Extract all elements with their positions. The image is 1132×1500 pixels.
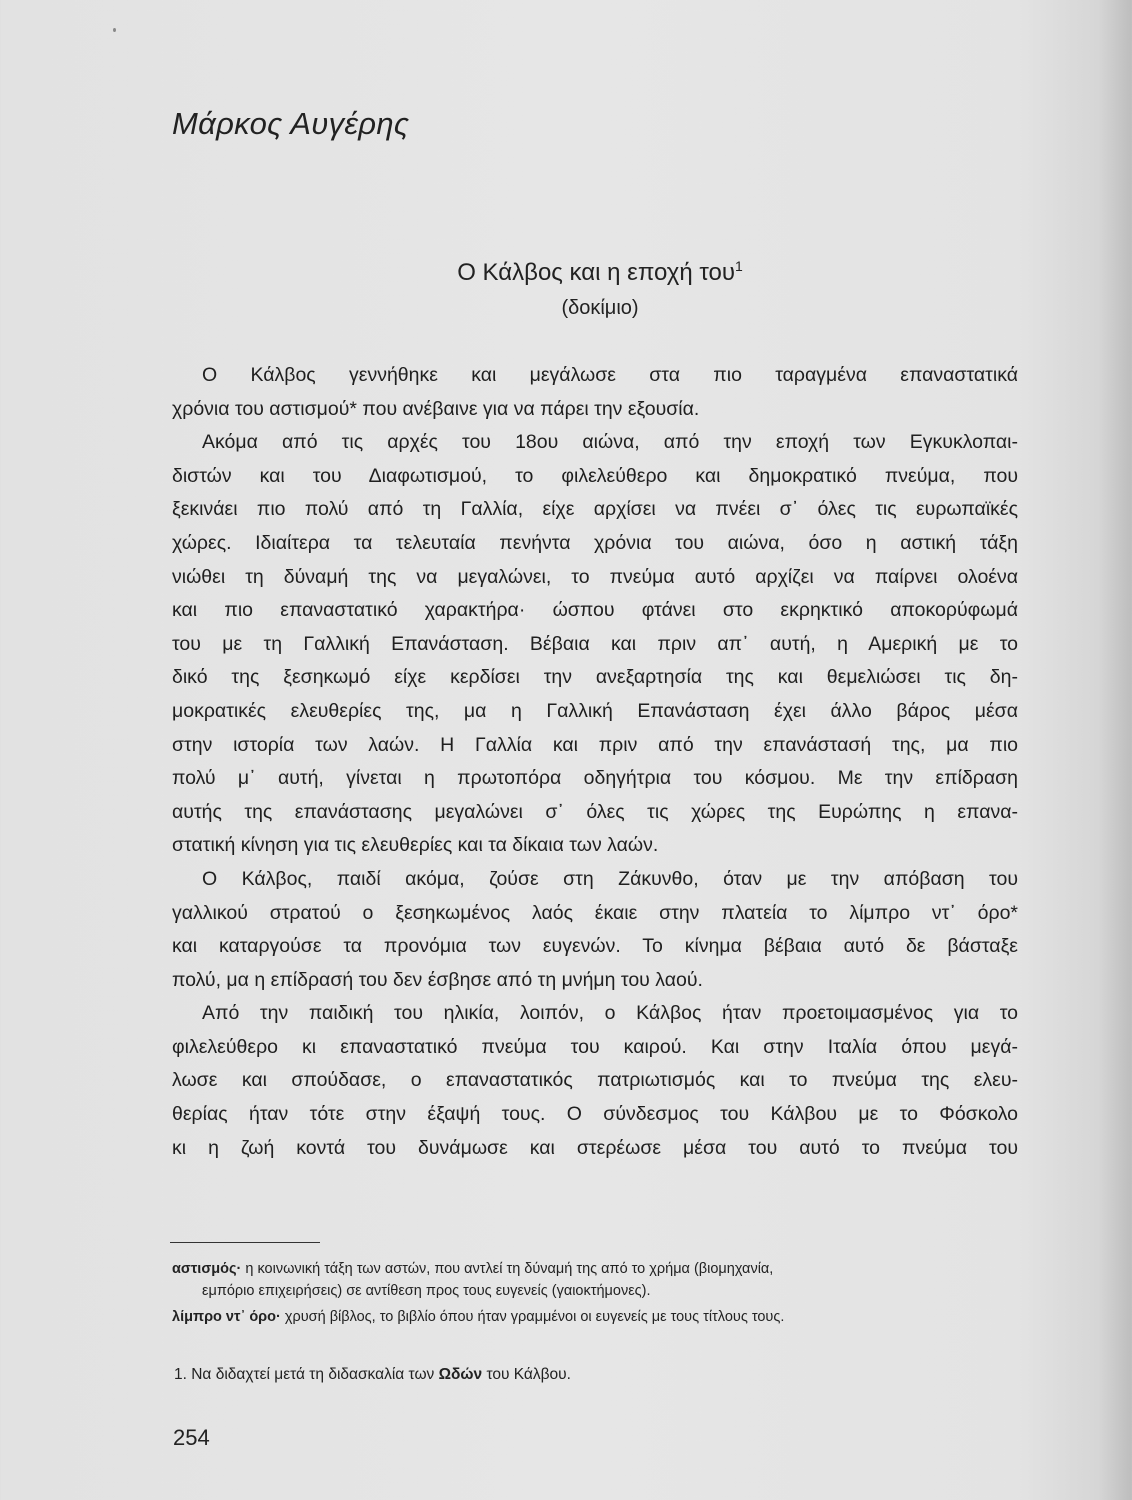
footnote-emphasis: Ωδών	[438, 1366, 483, 1383]
essay-subtitle: (δοκίμιο)	[561, 297, 639, 319]
body-line: διστών και του Διαφωτισμού, το φιλελεύθερο και δημοκρατικό πνεύμα, που	[172, 464, 1018, 487]
body-line: Ο Κάλβος γεννήθηκε και μεγάλωσε στα πιο ταραγμένα επαναστατικά	[202, 364, 1018, 386]
body-text	[172, 359, 1018, 1165]
body-line: κι η ζωή κοντά του δυνάμωσε και στερέωσε μέσα του αυτό το πνεύμα του	[172, 1136, 1018, 1159]
essay-title	[0, 258, 1132, 287]
body-line: νιώθει τη δύναμή της να μεγαλώνει, το πνεύμα αυτό αρχίζει να παίρνει ολοένα	[172, 565, 1018, 588]
body-line: ξεκινάει πιο πολύ από τη Γαλλία, είχε αρχίσει να πνέει σ᾽ όλες τις ευρωπαϊκές	[172, 498, 1018, 521]
title-footnote-marker: 1	[734, 258, 743, 274]
glossary-entry	[172, 1306, 1022, 1328]
glossary-term: λίμπρο ντ᾽ όρο·	[172, 1309, 281, 1325]
body-line: φιλελεύθερο κι επαναστατικό πνεύμα του καιρού. Και στην Ιταλία όπου μεγά-	[172, 1035, 1018, 1058]
glossary-term: αστισμός·	[172, 1261, 242, 1277]
body-line: μοκρατικές ελευθερίες της, μα η Γαλλική Επανάσταση έχει άλλο βάρος μέσα	[172, 699, 1018, 722]
glossary-entry	[172, 1258, 1022, 1280]
body-line: χρόνια του αστισμού* που ανέβαινε για να πάρει την εξουσία.	[172, 397, 700, 420]
body-line: λωσε και σπούδασε, ο επαναστατικός πατριωτισμός και το πνεύμα της ελευ-	[172, 1069, 1018, 1092]
footnote-divider	[170, 1242, 320, 1243]
body-line: πολύ, μα η επίδρασή του δεν έσβησε από τη μνήμη του λαού.	[172, 968, 703, 991]
body-line: αυτής της επανάστασης μεγαλώνει σ᾽ όλες τις χώρες της Ευρώπης η επανα-	[172, 800, 1018, 823]
body-line: και πιο επαναστατικό χαρακτήρα· ώσπου φτάνει στο εκρηκτικό αποκορύφωμά	[172, 599, 1018, 622]
scan-speck	[113, 28, 116, 32]
body-line: και καταργούσε τα προνόμια των ευγενών. Το κίνημα βέβαια αυτό δε βάσταξε	[172, 935, 1018, 958]
footnote-text-end: του Κάλβου.	[482, 1366, 571, 1383]
glossary-notes	[172, 1258, 1022, 1328]
body-line: Από την παιδική του ηλικία, λοιπόν, ο Κάλβος ήταν προετοιμασμένος για το	[202, 1002, 1018, 1025]
footnote-text: 1. Να διδαχτεί μετά τη διδασκαλία των	[174, 1366, 439, 1383]
body-line: θερίας ήταν τότε στην έξαψή τους. Ο σύνδεσμος του Κάλβου με το Φόσκολο	[172, 1103, 1018, 1126]
body-line: στην ιστορία των λαών. Η Γαλλία και πριν από την επανάστασή της, μα πιο	[172, 733, 1018, 756]
glossary-definition-continued: εμπόριο επιχειρήσεις) σε αντίθεση προς τους ευγενείς (γαιοκτήμονες).	[202, 1283, 651, 1299]
body-line: δικό της ξεσηκωμό είχε κερδίσει την ανεξαρτησία της και θεμελιώσει τις δη-	[172, 666, 1018, 689]
body-line: Ο Κάλβος, παιδί ακόμα, ζούσε στη Ζάκυνθο, όταν με την απόβαση του	[202, 867, 1018, 890]
essay-title-text: Ο Κάλβος και η εποχή του	[457, 259, 735, 286]
body-line: Ακόμα από τις αρχές του 18ου αιώνα, από την εποχή των Εγκυκλοπαι-	[202, 431, 1018, 454]
body-line: χώρες. Ιδιαίτερα τα τελευταία πενήντα χρόνια του αιώνα, όσο η αστική τάξη	[172, 531, 1018, 554]
body-line: του με τη Γαλλική Επανάσταση. Βέβαια και πριν απ᾽ αυτή, η Αμερική με το	[172, 632, 1018, 655]
body-line: στατική κίνηση για τις ελευθερίες και τα δίκαια των λαών.	[172, 834, 659, 857]
footnote-1	[174, 1366, 571, 1384]
author-name: Μάρκος Αυγέρης	[172, 106, 410, 141]
glossary-definition: χρυσή βίβλος, το βιβλίο όπου ήταν γραμμένοι οι ευγενείς με τους τίτλους τους.	[280, 1309, 785, 1325]
page-number: 254	[173, 1425, 210, 1450]
glossary-definition: η κοινωνική τάξη των αστών, που αντλεί τη δύναμή της από το χρήμα (βιομηχανία,	[241, 1261, 774, 1277]
body-line: γαλλικού στρατού ο ξεσηκωμένος λαός έκαιε στην πλατεία το λίμπρο ντ᾽ όρο*	[172, 901, 1018, 924]
body-line: πολύ μ᾽ αυτή, γίνεται η πρωτοπόρα οδηγήτρια του κόσμου. Με την επίδραση	[172, 767, 1018, 790]
